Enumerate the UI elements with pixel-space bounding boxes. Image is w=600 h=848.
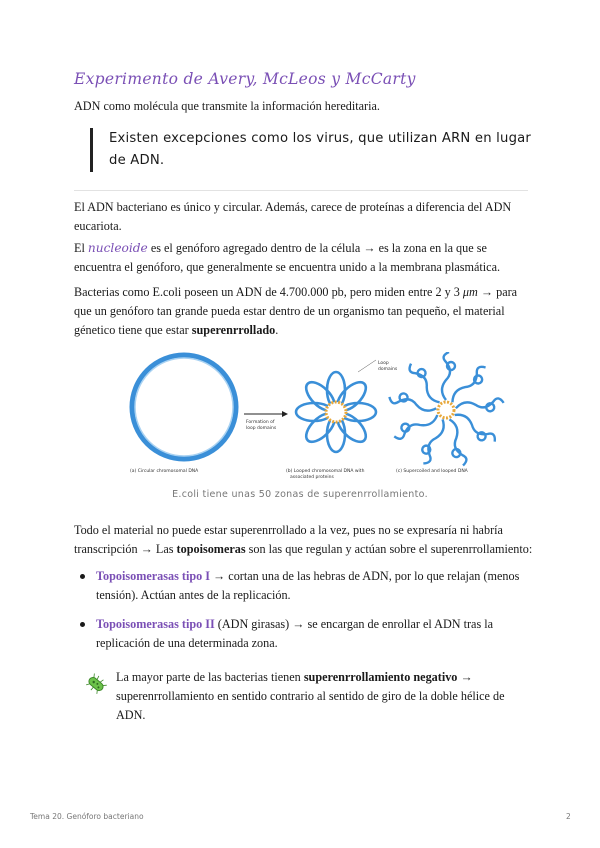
bullet-icon — [80, 622, 85, 627]
text: → para que un genóforo tan grande pueda estar dentro de un organismo tan pequeño, el material génetico tiene que estar — [74, 285, 518, 337]
footer-title: Tema 20. Genóforo bacteriano — [30, 812, 144, 821]
label-arrow-2: loop domains — [246, 426, 277, 431]
text: (ADN girasas) → se encargan de enrollar el ADN tras la replicación de una determinada zona. — [96, 617, 494, 650]
section-title: Experimento de Avery, McLeos y McCarty — [74, 70, 416, 88]
divider — [74, 190, 528, 191]
text: → cortan una de las hebras de ADN, por lo que relajan (menos tensión). Actúan antes de la replicación. — [96, 569, 520, 602]
label-loop-domains-1: Loop — [378, 361, 389, 366]
intro-paragraph: ADN como molécula que transmite la información hereditaria. — [74, 99, 380, 113]
looped-dna-illustration — [296, 360, 376, 452]
bold-term: superenrrollamiento negativo — [303, 670, 458, 684]
blockquote: Existen excepciones como los virus, que utilizan ARN en lugar de ADN. — [90, 128, 539, 172]
supercoiled-dna-illustration — [388, 352, 504, 468]
text: El — [74, 241, 88, 255]
text: son las que regulan y actúan sobre el superenrrollamiento: — [245, 542, 533, 556]
label-looped-dna-2: associated proteins — [290, 475, 334, 480]
bold-term: topoisomeras — [176, 542, 246, 556]
callout-text — [116, 668, 526, 725]
list-item — [74, 567, 528, 605]
label-looped-dna-1: (b) Looped chromosomal DNA with — [286, 469, 365, 474]
figure-caption: E.coli tiene unas 50 zonas de superenrrollamiento. — [172, 489, 428, 500]
text: Todo el material no puede estar superenrrollado a la vez, pues no se expresaría ni habría transcripción → Las — [74, 523, 503, 556]
text: → superenrrollamiento en sentido contrario al sentido de giro de la doble hélice de ADN. — [116, 670, 505, 722]
term: Topoisomerasas tipo I — [96, 569, 210, 583]
paragraph-topoisomerasas — [74, 521, 544, 559]
topoisomerase-list — [74, 567, 528, 663]
text: La mayor parte de las bacterias tienen — [116, 670, 304, 684]
paragraph-nucleoide — [74, 239, 528, 277]
label-arrow-1: Formation of — [246, 420, 275, 425]
bacteria-icon — [84, 672, 108, 696]
text: . — [275, 323, 279, 337]
unit: μm — [462, 285, 478, 299]
paragraph-adn-bacteriano: El ADN bacteriano es único y circular. Además, carece de proteínas a diferencia del ADN eucariota. — [74, 200, 512, 233]
term: Topoisomerasas tipo II — [96, 617, 215, 631]
text: es el genóforo agregado dentro de la célula → es la zona en la que se encuentra el genóforo, que generalmente se encuentra unido a la membrana plasmática. — [74, 241, 501, 274]
dna-supercoiling-figure — [124, 352, 514, 482]
label-loop-domains-2: domains — [378, 367, 398, 372]
circular-dna-illustration — [132, 355, 236, 459]
arrow-icon — [244, 411, 288, 417]
bullet-icon — [80, 574, 85, 579]
text: Bacterias como E.coli poseen un ADN de 4.700.000 pb, pero miden entre 2 y 3 — [74, 285, 463, 299]
bold-term: superenrrollado — [191, 323, 276, 337]
paragraph-ecoli — [74, 283, 528, 340]
label-supercoiled-dna: (c) Supercoiled and looped DNA — [396, 469, 468, 474]
page-number: 2 — [566, 812, 571, 821]
term-nucleoide: nucleoide — [87, 241, 148, 255]
label-circular-dna: (a) Circular chromosomal DNA — [130, 469, 199, 474]
list-item — [74, 615, 528, 653]
